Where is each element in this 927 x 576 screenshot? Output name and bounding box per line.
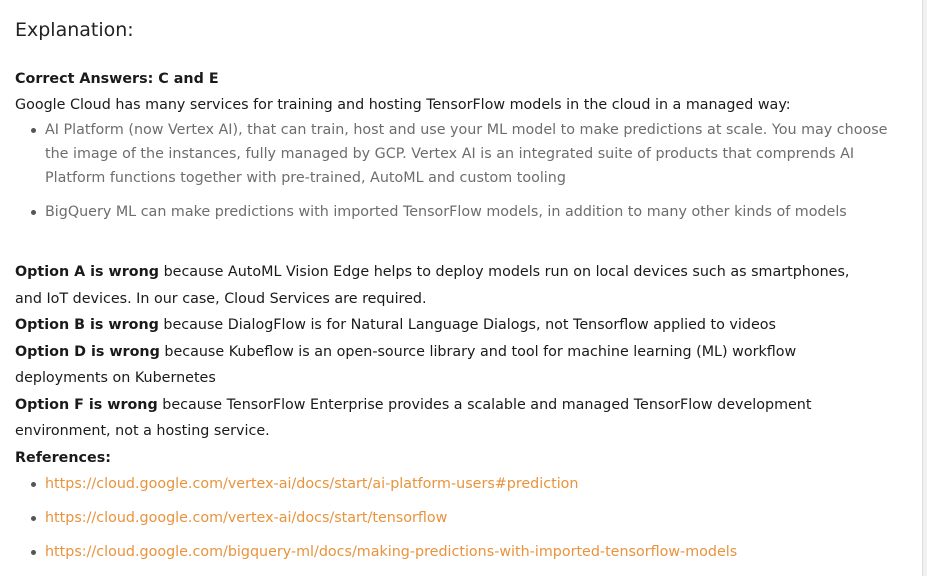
option-a-explanation: [15, 259, 850, 312]
explanation-panel: [15, 16, 895, 574]
option-a-text: because AutoML Vision Edge helps to deploy models run on local devices such as smartphones, and IoT devices. In our case, Cloud Services are required.: [15, 264, 850, 307]
references-list: [15, 472, 895, 564]
option-b-label: Option B is wrong: [15, 317, 159, 333]
list-item: [15, 540, 895, 564]
intro-text: Google Cloud has many services for training and hosting TensorFlow models in the cloud in a managed way:: [15, 97, 791, 113]
reference-link[interactable]: https://cloud.google.com/vertex-ai/docs/start/ai-platform-users#prediction: [45, 475, 579, 492]
correct-answers: Correct Answers: C and E: [15, 71, 219, 87]
option-f-explanation: [15, 392, 850, 445]
scrollbar[interactable]: [922, 0, 927, 576]
list-item: BigQuery ML can make predictions with imported TensorFlow models, in addition to many other kinds of models: [15, 200, 895, 224]
list-item: [15, 472, 895, 496]
option-a-label: Option A is wrong: [15, 264, 160, 280]
option-d-label: Option D is wrong: [15, 343, 160, 360]
service-list: [15, 118, 895, 224]
reference-link[interactable]: https://cloud.google.com/vertex-ai/docs/start/tensorflow: [45, 509, 448, 526]
references-heading: References:: [15, 449, 111, 466]
option-f-text: because TensorFlow Enterprise provides a scalable and managed TensorFlow development environment, not a hosting service.: [15, 396, 812, 439]
option-f-label: Option F is wrong: [15, 396, 158, 413]
list-item: [15, 506, 895, 530]
list-item: AI Platform (now Vertex AI), that can train, host and use your ML model to make predictions at scale. You may choose the image of the instances, fully managed by GCP. Vertex AI is an integrated suite of products that comprends AI Platform functions together with pre-trained, AutoML and custom tooling: [15, 118, 895, 190]
option-b-explanation: [15, 312, 850, 339]
option-b-text: because DialogFlow is for Natural Language Dialogs, not Tensorflow applied to videos: [158, 317, 776, 333]
page-title: Explanation:: [15, 19, 134, 41]
option-d-explanation: [15, 339, 850, 392]
option-d-text: because Kubeflow is an open-source library and tool for machine learning (ML) workflow deployments on Kubernetes: [15, 343, 797, 386]
reference-link[interactable]: https://cloud.google.com/bigquery-ml/docs/making-predictions-with-imported-tensorflow-models: [45, 543, 738, 560]
